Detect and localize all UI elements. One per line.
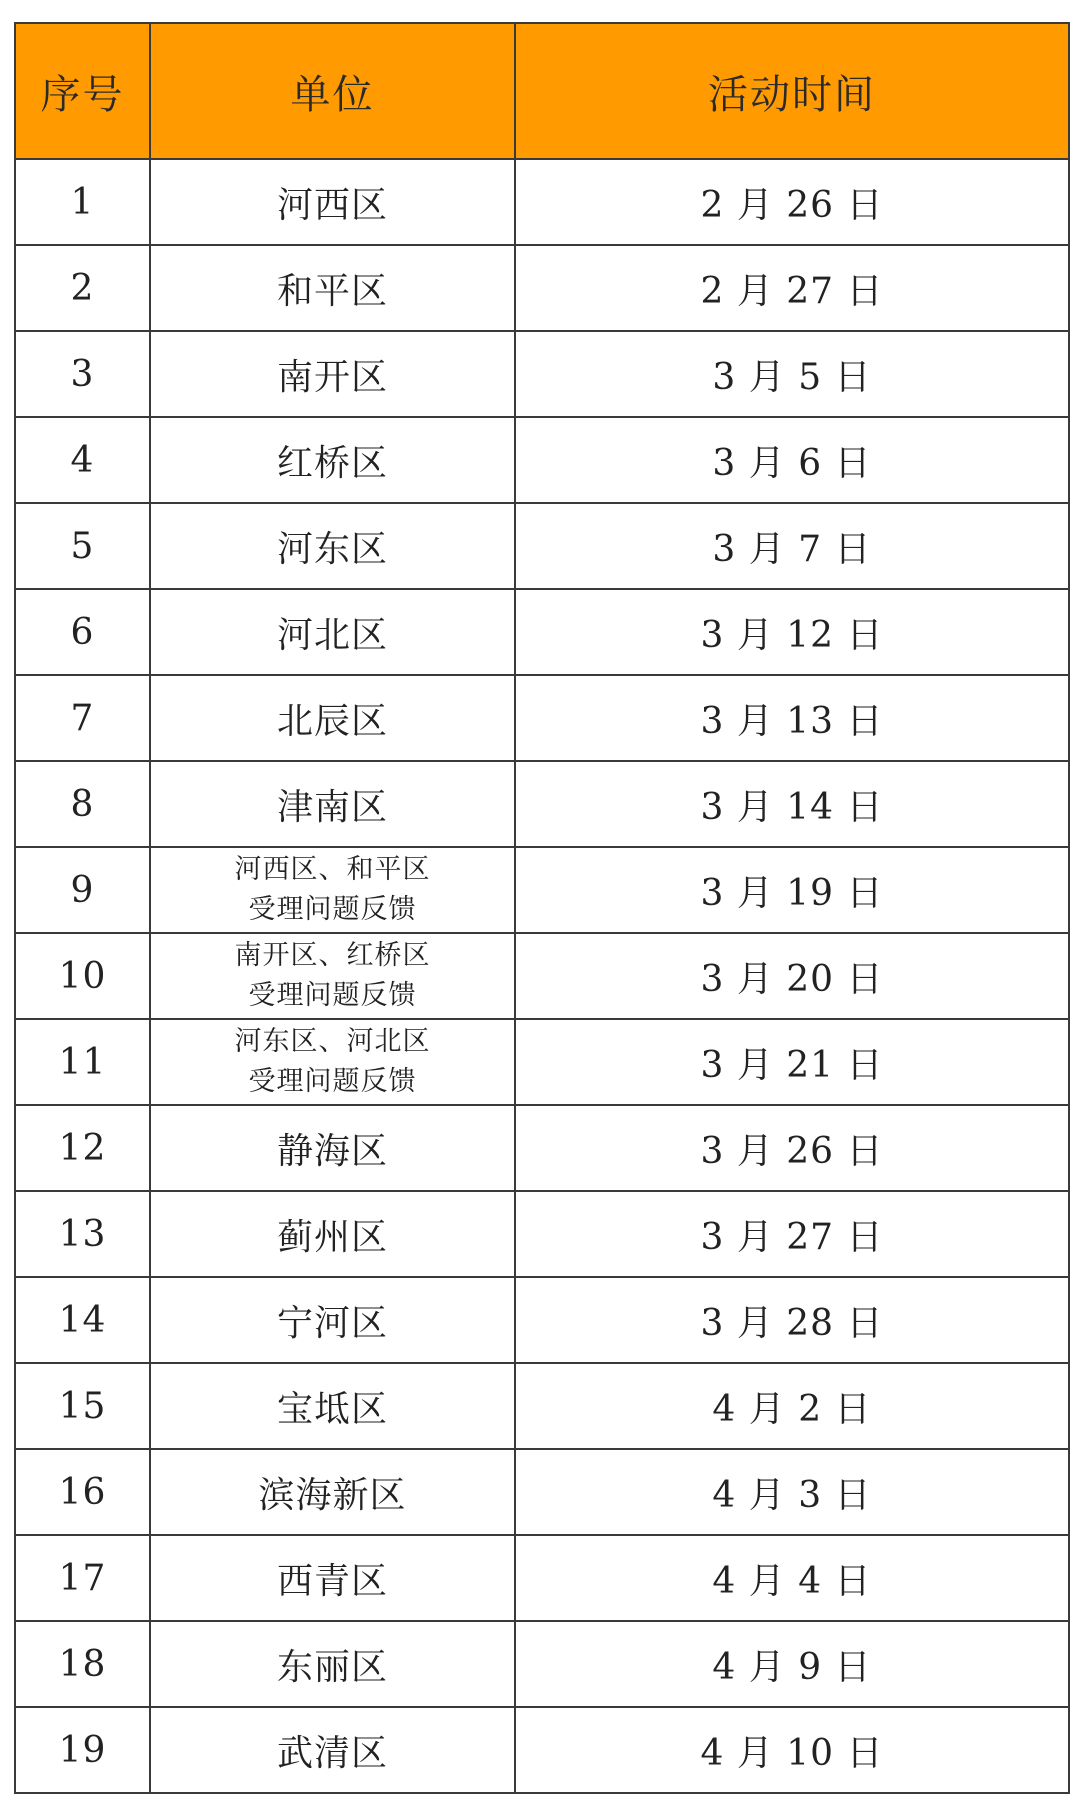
table-row <box>15 1105 1069 1191</box>
unit-line: 滨海新区 <box>258 1474 407 1516</box>
table-row <box>15 675 1069 761</box>
row-index: 2 <box>15 245 150 331</box>
unit-line: 南开区 <box>276 356 388 398</box>
unit-line: 东丽区 <box>276 1646 388 1688</box>
row-unit <box>150 1191 515 1277</box>
header-row <box>15 23 1069 159</box>
unit-line: 南开区、红桥区 <box>234 940 431 971</box>
row-date: 2 月 27 日 <box>515 245 1069 331</box>
row-unit <box>150 1019 515 1105</box>
row-unit <box>150 589 515 675</box>
table-row <box>15 1191 1069 1277</box>
row-index: 12 <box>15 1105 150 1191</box>
table-row <box>15 417 1069 503</box>
table-row <box>15 331 1069 417</box>
row-date: 3 月 13 日 <box>515 675 1069 761</box>
row-date: 3 月 27 日 <box>515 1191 1069 1277</box>
unit-line: 北辰区 <box>276 700 388 742</box>
row-unit <box>150 1105 515 1191</box>
unit-line: 西青区 <box>276 1560 388 1602</box>
row-date: 4 月 10 日 <box>515 1707 1069 1793</box>
unit-line: 河西区 <box>276 184 388 226</box>
header-index: 序号 <box>15 23 150 159</box>
row-unit <box>150 1363 515 1449</box>
row-unit <box>150 417 515 503</box>
table-row <box>15 1277 1069 1363</box>
row-date: 2 月 26 日 <box>515 159 1069 245</box>
row-index: 9 <box>15 847 150 933</box>
row-index: 3 <box>15 331 150 417</box>
row-index: 5 <box>15 503 150 589</box>
row-date: 3 月 6 日 <box>515 417 1069 503</box>
unit-line: 和平区 <box>276 270 388 312</box>
table-row <box>15 1621 1069 1707</box>
unit-line: 武清区 <box>276 1732 388 1774</box>
row-index: 16 <box>15 1449 150 1535</box>
unit-line: 宝坻区 <box>276 1388 388 1430</box>
row-index: 4 <box>15 417 150 503</box>
row-unit <box>150 847 515 933</box>
row-unit <box>150 675 515 761</box>
row-index: 15 <box>15 1363 150 1449</box>
row-index: 6 <box>15 589 150 675</box>
unit-line: 红桥区 <box>276 442 388 484</box>
table-header <box>15 23 1069 159</box>
unit-line: 受理问题反馈 <box>248 980 417 1011</box>
unit-line: 受理问题反馈 <box>248 894 417 925</box>
row-unit <box>150 1449 515 1535</box>
table-row <box>15 245 1069 331</box>
schedule-table <box>14 22 1070 1794</box>
table-row <box>15 1449 1069 1535</box>
row-date: 3 月 20 日 <box>515 933 1069 1019</box>
unit-line: 受理问题反馈 <box>248 1066 417 1097</box>
row-unit <box>150 159 515 245</box>
row-unit <box>150 1535 515 1621</box>
table-row <box>15 1363 1069 1449</box>
row-date: 4 月 9 日 <box>515 1621 1069 1707</box>
unit-line: 河东区、河北区 <box>234 1026 431 1057</box>
header-unit: 单位 <box>150 23 515 159</box>
unit-line: 宁河区 <box>276 1302 388 1344</box>
table-body <box>15 159 1069 1793</box>
table-row <box>15 1707 1069 1793</box>
row-index: 13 <box>15 1191 150 1277</box>
table-row <box>15 503 1069 589</box>
row-date: 3 月 28 日 <box>515 1277 1069 1363</box>
row-date: 3 月 14 日 <box>515 761 1069 847</box>
unit-line: 静海区 <box>276 1130 388 1172</box>
row-date: 4 月 4 日 <box>515 1535 1069 1621</box>
row-date: 3 月 7 日 <box>515 503 1069 589</box>
row-unit <box>150 933 515 1019</box>
unit-line: 津南区 <box>276 786 388 828</box>
row-unit <box>150 1277 515 1363</box>
row-date: 3 月 21 日 <box>515 1019 1069 1105</box>
table-row <box>15 1019 1069 1105</box>
unit-line: 河西区、和平区 <box>234 854 431 885</box>
row-date: 3 月 5 日 <box>515 331 1069 417</box>
row-index: 10 <box>15 933 150 1019</box>
table-row <box>15 847 1069 933</box>
table-row <box>15 933 1069 1019</box>
header-time: 活动时间 <box>515 23 1069 159</box>
row-unit <box>150 245 515 331</box>
row-date: 4 月 2 日 <box>515 1363 1069 1449</box>
row-index: 1 <box>15 159 150 245</box>
row-date: 4 月 3 日 <box>515 1449 1069 1535</box>
unit-line: 河北区 <box>276 614 388 656</box>
row-unit <box>150 331 515 417</box>
row-index: 14 <box>15 1277 150 1363</box>
unit-line: 蓟州区 <box>276 1216 388 1258</box>
row-unit <box>150 503 515 589</box>
row-index: 11 <box>15 1019 150 1105</box>
row-date: 3 月 19 日 <box>515 847 1069 933</box>
table-row <box>15 1535 1069 1621</box>
row-unit <box>150 1621 515 1707</box>
unit-line: 河东区 <box>276 528 388 570</box>
row-index: 8 <box>15 761 150 847</box>
row-index: 19 <box>15 1707 150 1793</box>
row-index: 17 <box>15 1535 150 1621</box>
table-row <box>15 761 1069 847</box>
row-index: 18 <box>15 1621 150 1707</box>
row-unit <box>150 761 515 847</box>
table-row <box>15 159 1069 245</box>
row-date: 3 月 26 日 <box>515 1105 1069 1191</box>
table-row <box>15 589 1069 675</box>
row-unit <box>150 1707 515 1793</box>
row-date: 3 月 12 日 <box>515 589 1069 675</box>
row-index: 7 <box>15 675 150 761</box>
